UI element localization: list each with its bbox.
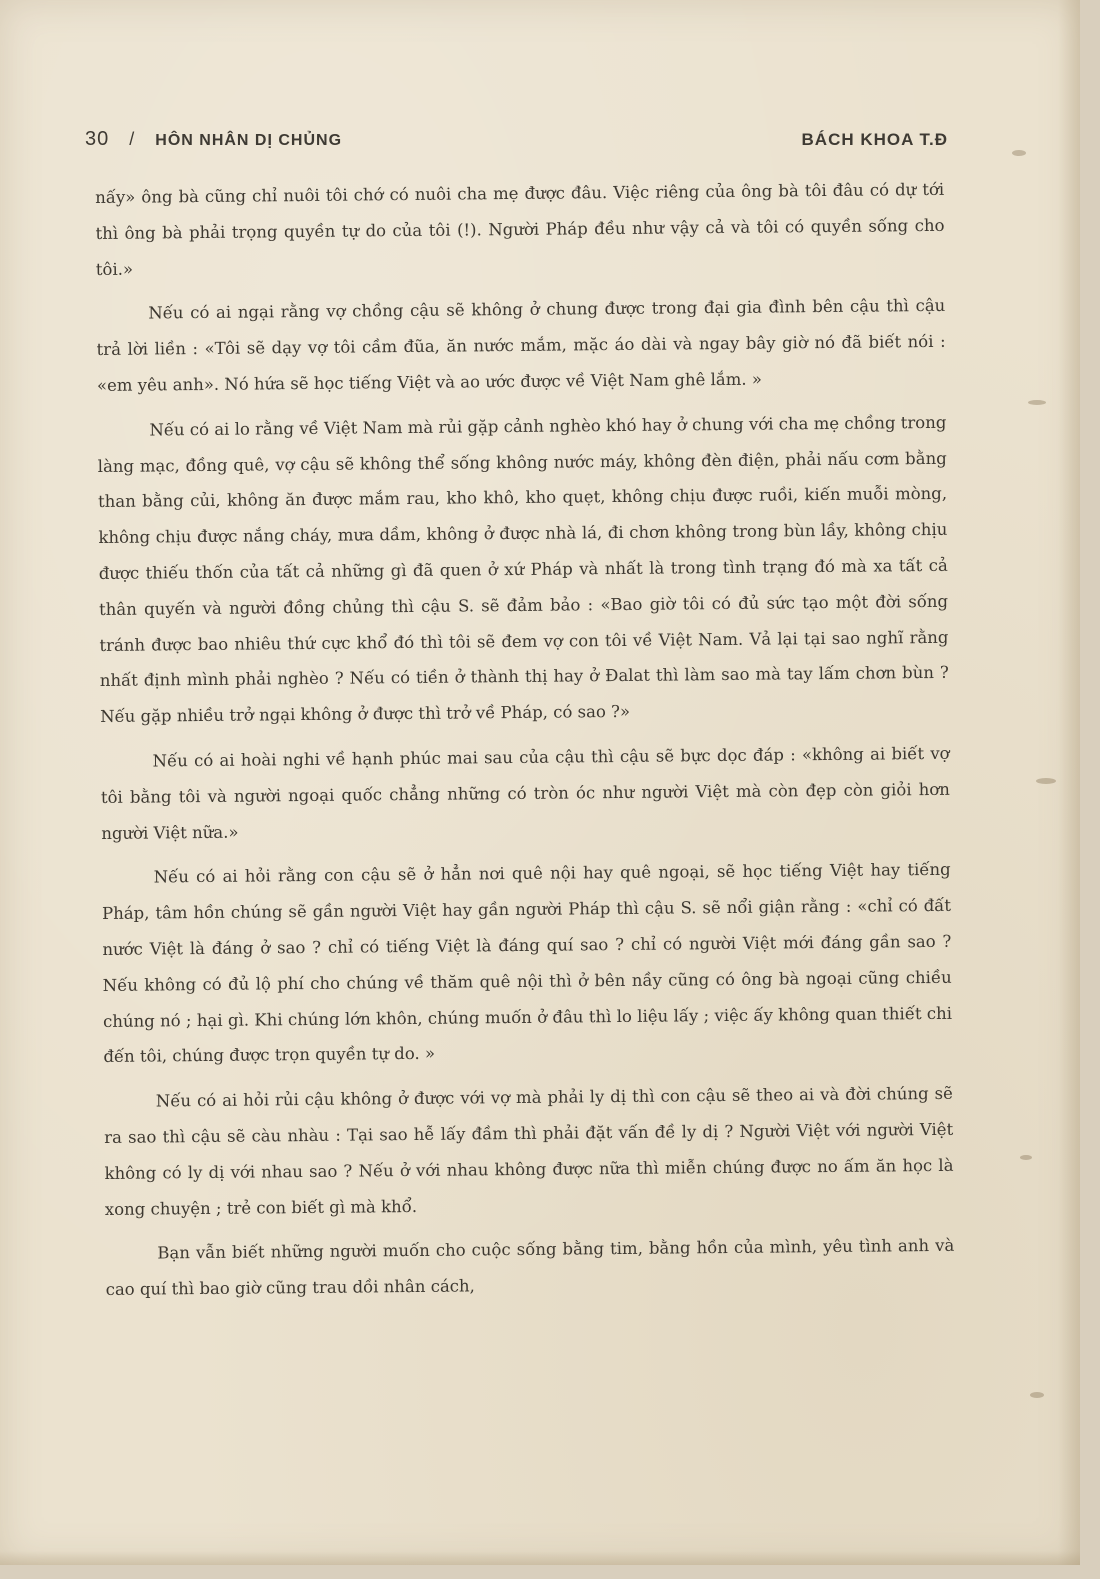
running-header — [85, 128, 948, 151]
paragraph: Bạn vẫn biết những người muốn cho cuộc sống bằng tim, bằng hồn của mình, yêu tình anh và cao quí thì bao giờ cũng trau dồi nhân cách, — [105, 1236, 955, 1300]
scan-smudge — [1030, 1392, 1044, 1398]
paragraph: Nếu có ai hỏi rủi cậu không ở được với vợ mà phải ly dị thì con cậu sẽ theo ai và đời chúng sẽ ra sao thì cậu sẽ càu nhàu : Tại sao hễ lấy đầm thì phải đặt vấn đề ly dị ? Người Việt với người Việt không có ly dị với nhau sao ? Nếu ở với nhau không được nữa thì miễn chúng được no ấm ăn học là xong chuyện ; trẻ con biết gì mà khổ. — [104, 1083, 954, 1219]
scan-smudge — [1028, 400, 1046, 405]
page-edge-shadow — [1058, 0, 1080, 1565]
scan-smudge — [1036, 778, 1056, 784]
paragraph: Nếu có ai hỏi rằng con cậu sẽ ở hẳn nơi quê nội hay quê ngoại, sẽ học tiếng Việt hay tiếng Pháp, tâm hồn chúng sẽ gần người Việt hay gần người Pháp thì cậu S. sẽ nổi giận rằng : «chỉ có đất nước Việt là đáng ở sao ? chỉ có tiếng Việt là đáng quí sao ? chỉ có người Việt mới đáng gần sao ? Nếu không có đủ lộ phí cho chúng về thăm quê nội thì ở bên nầy cũng có ông bà ngoại cũng chiều chúng nó ; hại gì. Khi chúng lớn khôn, chúng muốn ở đâu thì lo liệu lấy ; việc ấy không quan thiết chi đến tôi, chúng được trọn quyền tự do. » — [101, 860, 953, 1067]
chapter-title: HÔN NHÂN DỊ CHỦNG — [155, 132, 343, 149]
page-number: 30 — [85, 128, 110, 150]
scan-smudge — [1012, 150, 1026, 156]
page-bottom-edge — [0, 1551, 1080, 1565]
header-separator: / — [129, 129, 136, 149]
scan-smudge — [1020, 1155, 1032, 1160]
paragraph: Nếu có ai lo rằng về Việt Nam mà rủi gặp cảnh nghèo khó hay ở chung với cha mẹ chồng trong làng mạc, đồng quê, vợ cậu sẽ không thể sống không nước máy, không đèn điện, phải nấu cơm bằng than bằng củi, không ăn được mắm rau, kho khô, kho quẹt, không chịu được ruồi, kiến muỗi mòng, không chịu được nắng cháy, mưa dầm, không ở được nhà lá, đi chơn không trong bùn lầy, không chịu được thiếu thốn của tất cả những gì đã quen ở xứ Pháp và nhất là trong tình trạng đó mà xa tất cả thân quyến và người đồng chủng thì cậu S. sẽ đảm bảo : «Bao giờ tôi có đủ sức tạo một đời sống tránh được bao nhiêu thứ cực khổ đó thì tôi sẽ đem vợ con tôi về Việt Nam. Vả lại tại sao nghĩ rằng nhất định mình phải nghèo ? Nếu có tiền ở thành thị hay ở Đalat thì làm sao mà tay lấm chơn bùn ? Nếu gặp nhiều trở ngại không ở được thì trở về Pháp, có sao ?» — [97, 412, 949, 727]
journal-name: BÁCH KHOA T.Đ — [801, 130, 948, 149]
paragraph: Nếu có ai ngại rằng vợ chồng cậu sẽ không ở chung được trong đại gia đình bên cậu thì cậu trả lời liền : «Tôi sẽ dạy vợ tôi cầm đũa, ăn nước mắm, mặc áo dài và ngay bây giờ nó đã biết nói : «em yêu anh». Nó hứa sẽ học tiếng Việt và ao ước được về Việt Nam ghê lắm. » — [96, 296, 946, 395]
paragraph: Nếu có ai hoài nghi về hạnh phúc mai sau của cậu thì cậu sẽ bực dọc đáp : «không ai biết vợ tôi bằng tôi và người ngoại quốc chẳng những có tròn óc như người Việt mà còn đẹp còn giỏi hơn người Việt nữa.» — [100, 743, 950, 843]
article-body — [95, 172, 955, 1308]
paragraph: nấy» ông bà cũng chỉ nuôi tôi chớ có nuôi cha mẹ được đâu. Việc riêng của ông bà tôi đâu có dự tới thì ông bà phải trọng quyền tự do của tôi (!). Người Pháp đều như vậy cả và tôi có quyền sống cho tôi.» — [95, 179, 945, 279]
